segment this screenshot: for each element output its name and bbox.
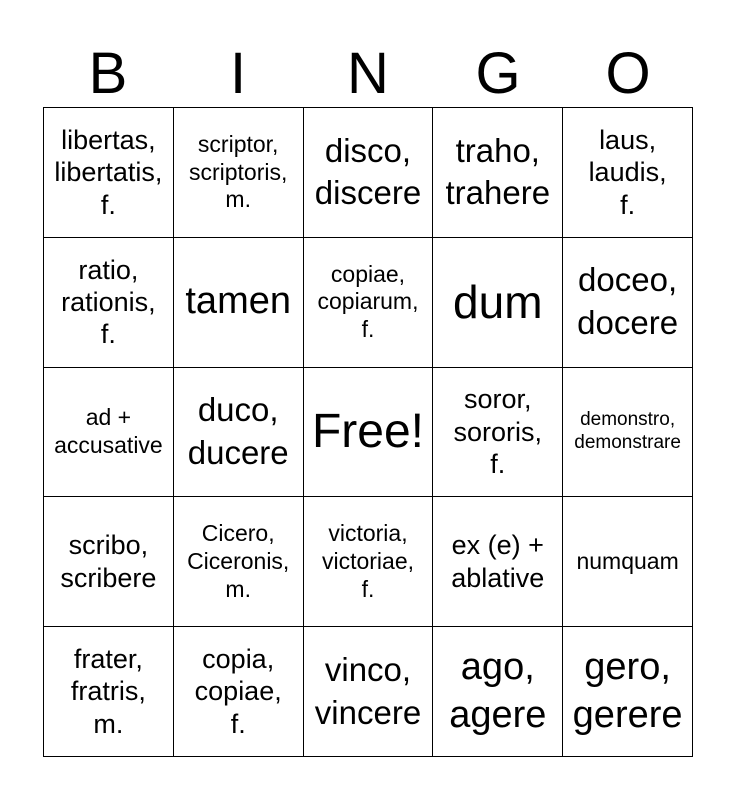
cell-text: duco, ducere	[187, 391, 289, 471]
bingo-cell[interactable]	[433, 627, 563, 757]
cell-text: frater, fratris, m.	[70, 644, 146, 739]
free-space[interactable]	[304, 368, 434, 498]
bingo-header	[43, 40, 693, 108]
cell-text: Free!	[311, 405, 424, 459]
cell-text: vinco, vincere	[314, 650, 422, 731]
bingo-cell[interactable]	[304, 238, 434, 368]
bingo-cell[interactable]	[433, 497, 563, 627]
cell-text: copia, copiae, f.	[194, 644, 282, 739]
bingo-cell[interactable]	[304, 108, 434, 238]
header-letter-n: N	[347, 41, 389, 106]
bingo-cell[interactable]	[44, 238, 174, 368]
bingo-cell[interactable]	[563, 627, 693, 757]
bingo-cell[interactable]	[44, 108, 174, 238]
header-letter-g: G	[475, 41, 521, 106]
cell-text: demonstro, demonstrare	[574, 409, 681, 453]
bingo-cell[interactable]	[563, 368, 693, 498]
bingo-cell[interactable]	[563, 238, 693, 368]
cell-text: laus, laudis, f.	[588, 124, 667, 220]
cell-text: ratio, rationis, f.	[61, 254, 156, 350]
cell-text: ago, agere	[449, 646, 547, 736]
bingo-cell[interactable]	[304, 627, 434, 757]
cell-text: victoria, victoriae, f.	[321, 520, 415, 602]
bingo-cell[interactable]	[174, 108, 304, 238]
cell-text: dum	[453, 275, 543, 328]
cell-text: gero, gerere	[572, 646, 683, 736]
bingo-cell[interactable]	[174, 238, 304, 368]
bingo-cell[interactable]	[44, 497, 174, 627]
bingo-cell[interactable]	[433, 368, 563, 498]
cell-text: traho, trahere	[445, 131, 551, 212]
header-letter-i: I	[229, 41, 247, 106]
bingo-cell[interactable]	[174, 497, 304, 627]
bingo-cell[interactable]	[174, 627, 304, 757]
cell-text: ex (e) + ablative	[451, 530, 545, 593]
header-letter-o: O	[605, 41, 651, 106]
bingo-cell[interactable]	[304, 497, 434, 627]
cell-text: scribo, scribere	[60, 530, 157, 593]
cell-text: Cicero, Ciceronis, m.	[187, 520, 290, 602]
cell-text: soror, sororis, f.	[453, 384, 543, 480]
bingo-cell[interactable]	[433, 238, 563, 368]
cell-text: doceo, docere	[577, 261, 679, 342]
cell-text: libertas, libertatis, f.	[54, 124, 163, 220]
bingo-board	[43, 107, 693, 757]
bingo-cell[interactable]	[44, 627, 174, 757]
bingo-cell[interactable]	[433, 108, 563, 238]
bingo-cell[interactable]	[174, 368, 304, 498]
bingo-cell[interactable]	[563, 497, 693, 627]
cell-text: disco, discere	[314, 131, 422, 212]
cell-text: numquam	[576, 547, 679, 574]
cell-text: ad + accusative	[54, 404, 163, 458]
cell-text: copiae, copiarum, f.	[317, 260, 419, 342]
bingo-cell[interactable]	[563, 108, 693, 238]
header-letter-b: B	[88, 41, 128, 106]
cell-text: tamen	[185, 280, 291, 323]
bingo-cell[interactable]	[44, 368, 174, 498]
cell-text: scriptor, scriptoris, m.	[188, 131, 288, 213]
